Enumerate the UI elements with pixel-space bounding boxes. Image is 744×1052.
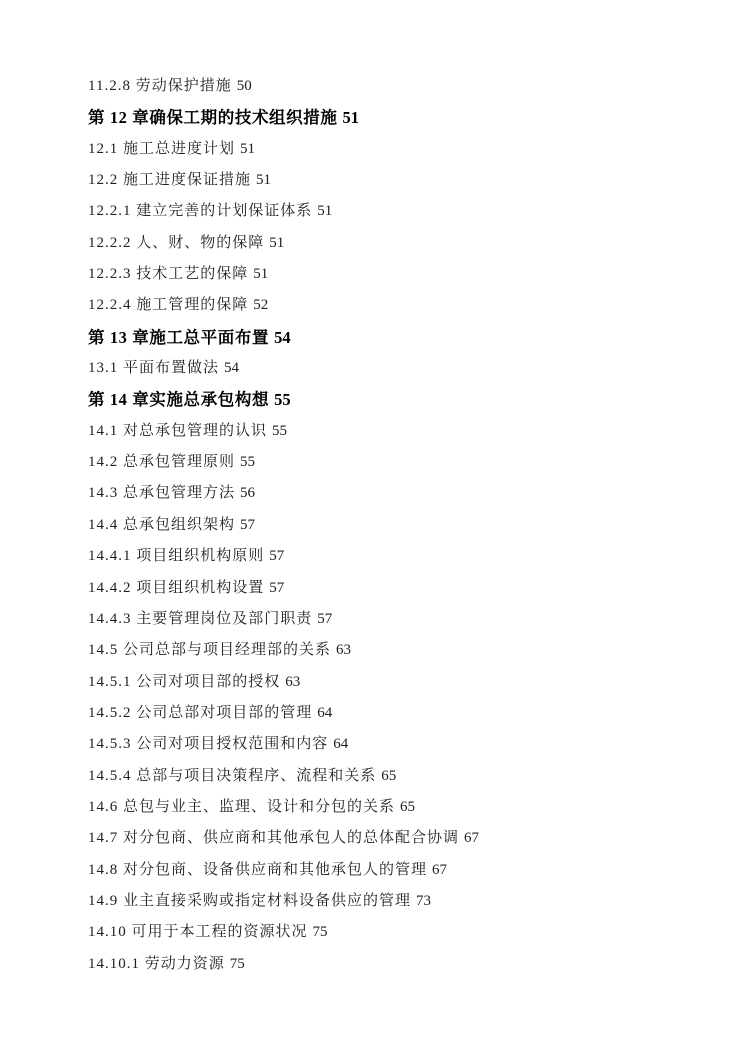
toc-entry-page-number: 51 — [256, 172, 272, 189]
toc-entry-label: 第 13 章施工总平面布置 — [88, 327, 270, 347]
toc-entry — [88, 698, 734, 729]
toc-entry-label: 14.5.3 公司对项目授权范围和内容 — [88, 736, 329, 753]
toc-entry — [88, 290, 734, 321]
toc-entry-page-number: 57 — [269, 548, 285, 565]
toc-entry — [88, 71, 734, 102]
toc-entry-page-number: 73 — [416, 892, 432, 909]
toc-entry-label: 12.2.2 人、财、物的保障 — [88, 234, 265, 251]
toc-entry-page-number: 63 — [285, 673, 301, 690]
toc-entry-label: 14.4 总承包组织架构 — [88, 516, 236, 533]
toc-entry-page-number: 54 — [274, 327, 291, 347]
toc-entry-label: 14.5.1 公司对项目部的授权 — [88, 673, 281, 690]
toc-entry-page-number: 64 — [333, 736, 349, 753]
toc-entry-page-number: 63 — [336, 642, 352, 659]
toc-entry-label: 14.5.2 公司总部对项目部的管理 — [88, 704, 313, 721]
toc-chapter-entry — [88, 102, 734, 133]
toc-entry-page-number: 56 — [240, 485, 256, 502]
table-of-contents — [88, 71, 734, 980]
toc-entry-label: 14.1 对总承包管理的认识 — [88, 422, 268, 439]
toc-entry — [88, 667, 734, 698]
toc-entry — [88, 196, 734, 227]
toc-entry-label: 14.7 对分包商、供应商和其他承包人的总体配合协调 — [88, 830, 460, 847]
toc-entry — [88, 635, 734, 666]
toc-entry-page-number: 75 — [312, 924, 328, 941]
toc-entry-page-number: 52 — [253, 297, 269, 314]
toc-entry — [88, 573, 734, 604]
toc-entry-page-number: 51 — [317, 203, 333, 220]
toc-entry-page-number: 57 — [269, 579, 285, 596]
toc-entry — [88, 604, 734, 635]
toc-chapter-entry — [88, 322, 734, 353]
toc-entry — [88, 510, 734, 541]
toc-entry — [88, 823, 734, 854]
toc-entry-label: 12.2.3 技术工艺的保障 — [88, 266, 249, 283]
toc-entry-label: 14.5.4 总部与项目决策程序、流程和关系 — [88, 767, 377, 784]
toc-entry — [88, 886, 734, 917]
toc-entry-page-number: 65 — [381, 767, 397, 784]
toc-entry — [88, 353, 734, 384]
toc-entry-page-number: 51 — [342, 108, 359, 128]
toc-entry — [88, 761, 734, 792]
toc-entry-label: 14.9 业主直接采购或指定材料设备供应的管理 — [88, 892, 412, 909]
toc-entry — [88, 478, 734, 509]
toc-entry-page-number: 67 — [432, 861, 448, 878]
toc-entry-label: 11.2.8 劳动保护措施 — [88, 78, 232, 94]
toc-entry-label: 14.4.2 项目组织机构设置 — [88, 579, 265, 596]
toc-entry-label: 14.5 公司总部与项目经理部的关系 — [88, 642, 332, 659]
toc-entry — [88, 917, 734, 948]
toc-entry — [88, 259, 734, 290]
toc-entry-label: 14.3 总承包管理方法 — [88, 485, 236, 502]
toc-entry — [88, 855, 734, 886]
toc-entry — [88, 165, 734, 196]
toc-entry-page-number: 51 — [269, 234, 285, 251]
toc-entry — [88, 729, 734, 760]
toc-entry — [88, 541, 734, 572]
toc-entry — [88, 949, 734, 980]
toc-entry-page-number: 57 — [317, 610, 333, 627]
toc-entry-page-number: 51 — [240, 140, 256, 157]
toc-chapter-entry — [88, 384, 734, 415]
toc-entry-label: 12.2 施工进度保证措施 — [88, 172, 252, 189]
toc-entry-page-number: 51 — [253, 266, 269, 283]
toc-entry-page-number: 55 — [272, 422, 288, 439]
toc-entry-page-number: 65 — [400, 798, 416, 815]
toc-entry — [88, 792, 734, 823]
toc-entry — [88, 134, 734, 165]
toc-entry-label: 12.2.4 施工管理的保障 — [88, 297, 249, 314]
toc-entry-label: 14.10.1 劳动力资源 — [88, 955, 225, 972]
toc-entry-page-number: 64 — [317, 704, 333, 721]
toc-entry-page-number: 67 — [464, 830, 480, 847]
toc-entry-label: 12.1 施工总进度计划 — [88, 140, 236, 157]
toc-entry — [88, 416, 734, 447]
toc-entry-label: 14.10 可用于本工程的资源状况 — [88, 924, 308, 941]
toc-entry — [88, 228, 734, 259]
toc-entry-page-number: 55 — [274, 390, 291, 410]
toc-entry-label: 14.4.3 主要管理岗位及部门职责 — [88, 610, 313, 627]
toc-entry-page-number: 55 — [240, 454, 256, 471]
toc-entry-label: 第 14 章实施总承包构想 — [88, 390, 270, 410]
toc-entry-label: 14.6 总包与业主、监理、设计和分包的关系 — [88, 798, 396, 815]
toc-entry-label: 14.8 对分包商、设备供应商和其他承包人的管理 — [88, 861, 428, 878]
toc-entry-page-number: 57 — [240, 516, 256, 533]
toc-entry-label: 14.4.1 项目组织机构原则 — [88, 548, 265, 565]
toc-entry-page-number: 50 — [236, 78, 252, 94]
toc-entry-label: 13.1 平面布置做法 — [88, 360, 220, 377]
toc-entry-label: 14.2 总承包管理原则 — [88, 454, 236, 471]
toc-entry-page-number: 54 — [224, 360, 240, 377]
toc-entry-page-number: 75 — [229, 955, 245, 972]
toc-entry — [88, 447, 734, 478]
toc-entry-label: 12.2.1 建立完善的计划保证体系 — [88, 203, 313, 220]
toc-entry-label: 第 12 章确保工期的技术组织措施 — [88, 108, 338, 128]
